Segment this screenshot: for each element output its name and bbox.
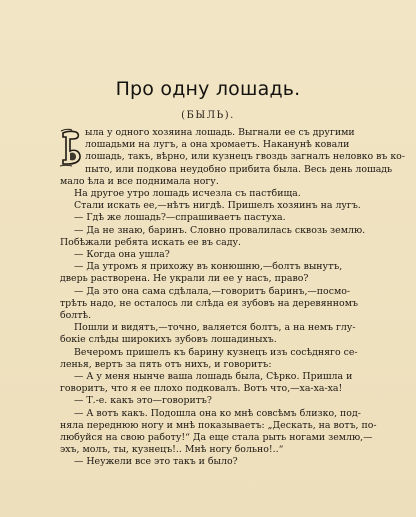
text-line: Вечеромъ пришелъ къ барину кузнецъ изъ сосѣдняго се- [74,346,358,358]
text-line: — А вотъ какъ. Подошла она ко мнѣ совсѣмъ близко, под- [74,407,361,419]
text-line: На другое утро лошадь исчезла съ пастбища. [74,188,301,200]
text-line: бокіе слѣды широкихъ зубовъ лошадиныхъ. [60,334,277,346]
text-line: пыто, или подкова неудобно прибита была. Весь день лошадь [85,163,393,175]
text-line: Стали искать ее,—нѣтъ нигдѣ. Пришелъ хозяинъ на лугъ. [74,200,361,212]
text-line: лошадь, такъ, вѣрно, или кузнецъ гвоздь загналъ неловко въ ко- [85,151,405,163]
page-subtitle: (БЫЛЬ). [181,110,235,121]
page-title: Про одну лошадь. [115,78,301,100]
text-line: лошадьми на лугъ, а она хромаетъ. Наканунѣ ковали [85,139,350,151]
text-line: дверь растворена. Не украли ли ее у насъ, право? [60,273,309,285]
text-line: — А у меня нынче ваша лошадь была, Сѣрко. Пришла и [74,371,353,383]
ornamental-dropcap [60,129,82,167]
story-text [60,127,405,469]
text-lines [60,127,405,469]
text-line: — Т.-е. какъ это—говоритъ? [74,395,212,407]
text-line: эхъ, молъ, ты, кузнецъ!.. Мнѣ ногу больно!..“ [60,444,284,456]
text-line: Пошли и видятъ,—точно, валяется болтъ, а на немъ глу- [74,322,356,334]
text-line: болтѣ. [60,310,92,322]
text-line: Побѣжали ребята искать ее въ саду. [60,236,242,248]
text-line: ыла у одного хозяина лошадь. Выгнали ее съ другими [85,127,355,138]
text-line: — Когда она ушла? [74,249,170,261]
text-line: мало ѣла и все поднимала ногу. [60,175,219,187]
text-line: любуйся на свою работу!“ Да еще стала рыть ногами землю,— [60,432,373,444]
text-line: няла переднюю ногу и мнѣ показываетъ: „Дескать, на вотъ, по- [60,419,377,431]
text-line: — Да это она сама сдѣлала,—говоритъ баринъ,—посмо- [74,285,351,297]
text-line: — Гдѣ же лошадь?—спрашиваетъ пастуха. [74,212,286,224]
text-line: — Неужели все это такъ и было? [74,456,238,468]
text-line: трѣть надо, не осталось ли слѣда ея зубовъ на деревянномъ [60,297,358,309]
text-line: — Да не знаю, баринъ. Словно провалилась сквозь землю. [74,224,366,236]
text-line: ленья, вертъ за пять отъ нихъ, и говоритъ: [60,358,272,370]
text-line: говоритъ, что я ее плохо подковалъ. Вотъ что,—ха-ха-ха! [60,383,343,395]
text-line: — Да утромъ я прихожу въ конюшню,—болтъ вынутъ, [74,261,343,273]
